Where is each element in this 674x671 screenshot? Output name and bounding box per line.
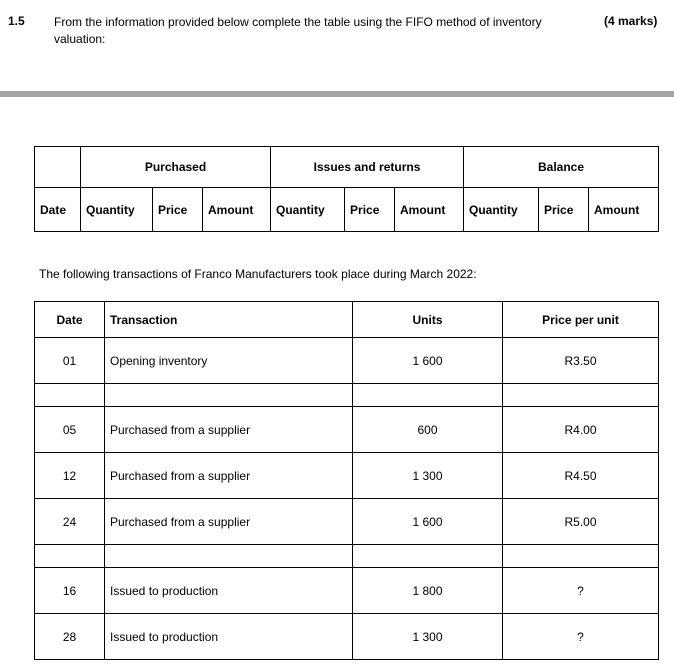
transactions-intro: The following transactions of Franco Manufacturers took place during March 2022:: [39, 267, 477, 281]
question-marks: (4 marks): [604, 14, 658, 28]
fifo-col-purchased-price: Price: [153, 188, 203, 232]
tx-date: 24: [35, 499, 105, 545]
fifo-header-blank: [35, 147, 81, 188]
fifo-answer-table: [34, 146, 659, 232]
tx-date: 05: [35, 407, 105, 453]
tx-date: 16: [35, 568, 105, 614]
table-row-empty: [35, 545, 659, 568]
fifo-group-issues: Issues and returns: [271, 147, 464, 188]
transactions-table: [34, 301, 659, 660]
tx-price: R4.00: [503, 407, 659, 453]
tx-units: 1 600: [353, 338, 503, 384]
tx-description: Purchased from a supplier: [105, 407, 353, 453]
tx-units: 1 300: [353, 614, 503, 660]
tx-units: 1 300: [353, 453, 503, 499]
tx-description: Opening inventory: [105, 338, 353, 384]
table-row: [35, 338, 659, 384]
tx-description: Issued to production: [105, 568, 353, 614]
table-row: [35, 614, 659, 660]
table-row: [35, 407, 659, 453]
table-row: [35, 499, 659, 545]
tx-header-transaction: Transaction: [105, 302, 353, 338]
tx-units: 1 600: [353, 499, 503, 545]
tx-description: Purchased from a supplier: [105, 499, 353, 545]
tx-date: 12: [35, 453, 105, 499]
tx-price: R3.50: [503, 338, 659, 384]
tx-header-date: Date: [35, 302, 105, 338]
table-row-empty: [35, 384, 659, 407]
fifo-col-balance-quantity: Quantity: [464, 188, 539, 232]
tx-header-price: Price per unit: [503, 302, 659, 338]
tx-date: 01: [35, 338, 105, 384]
tx-price: ?: [503, 568, 659, 614]
fifo-col-purchased-amount: Amount: [203, 188, 271, 232]
tx-price: R4.50: [503, 453, 659, 499]
fifo-col-issues-price: Price: [345, 188, 395, 232]
fifo-col-issues-amount: Amount: [395, 188, 464, 232]
tx-price: R5.00: [503, 499, 659, 545]
table-row: [35, 568, 659, 614]
fifo-col-purchased-quantity: Quantity: [81, 188, 153, 232]
fifo-col-issues-quantity: Quantity: [271, 188, 345, 232]
tx-description: Purchased from a supplier: [105, 453, 353, 499]
tx-header-units: Units: [353, 302, 503, 338]
question-instruction: From the information provided below complete the table using the FIFO method of inventory valuation:: [54, 15, 542, 46]
tx-date: 28: [35, 614, 105, 660]
tx-price: ?: [503, 614, 659, 660]
tx-description: Issued to production: [105, 614, 353, 660]
fifo-col-balance-price: Price: [539, 188, 589, 232]
table-row: [35, 453, 659, 499]
fifo-group-purchased: Purchased: [81, 147, 271, 188]
fifo-col-balance-amount: Amount: [589, 188, 659, 232]
fifo-group-balance: Balance: [464, 147, 659, 188]
question-number: 1.5: [8, 14, 25, 28]
section-divider: [0, 91, 674, 97]
tx-units: 600: [353, 407, 503, 453]
tx-units: 1 800: [353, 568, 503, 614]
fifo-col-date: Date: [35, 188, 81, 232]
